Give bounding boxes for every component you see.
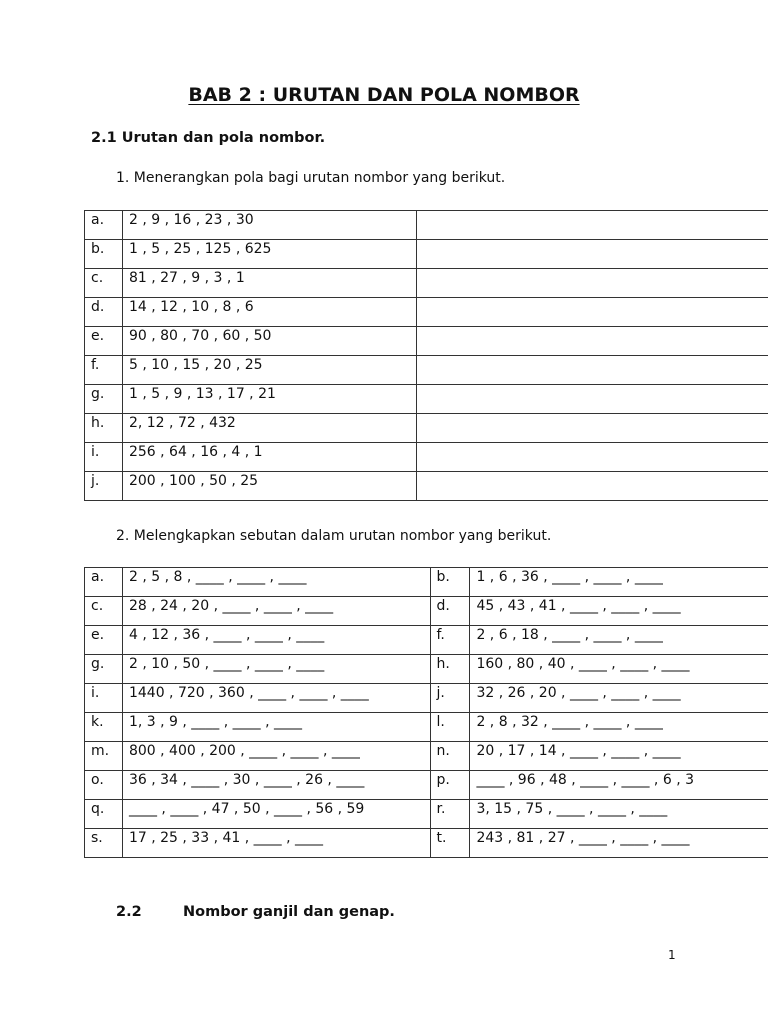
sequence-cell: 20 , 17 , 14 , ____ , ____ , ____ [470, 742, 768, 771]
sequence-cell: 256 , 64 , 16 , 4 , 1 [122, 443, 416, 472]
sequence-cell: ____ , ____ , 47 , 50 , ____ , 56 , 59 [122, 800, 430, 829]
sequence-cell: 1, 3 , 9 , ____ , ____ , ____ [122, 713, 430, 742]
row-label: r. [430, 800, 470, 829]
answer-cell[interactable] [416, 356, 768, 385]
sequence-cell: 5 , 10 , 15 , 20 , 25 [122, 356, 416, 385]
sequence-cell: 2, 12 , 72 , 432 [122, 414, 416, 443]
row-label: k. [85, 713, 123, 742]
question-1-instruction: 1. Menerangkan pola bagi urutan nombor yang berikut. [116, 170, 506, 186]
row-label: q. [85, 800, 123, 829]
answer-cell[interactable] [416, 211, 768, 240]
sequence-cell: 1440 , 720 , 360 , ____ , ____ , ____ [122, 684, 430, 713]
row-label: o. [85, 771, 123, 800]
answer-cell[interactable] [416, 414, 768, 443]
row-label: j. [430, 684, 470, 713]
table-row [85, 211, 768, 240]
page-number: 1 [668, 948, 676, 962]
row-label: a. [85, 568, 123, 597]
row-label: p. [430, 771, 470, 800]
table-row [85, 771, 768, 800]
row-label: d. [430, 597, 470, 626]
row-label: g. [85, 655, 123, 684]
row-label: s. [85, 829, 123, 858]
table-row [85, 327, 768, 356]
sequence-cell: 90 , 80 , 70 , 60 , 50 [122, 327, 416, 356]
sequence-cell: 45 , 43 , 41 , ____ , ____ , ____ [470, 597, 768, 626]
sequence-cell: 2 , 10 , 50 , ____ , ____ , ____ [122, 655, 430, 684]
table-row [85, 684, 768, 713]
row-label: l. [430, 713, 470, 742]
sequence-cell: 200 , 100 , 50 , 25 [122, 472, 416, 501]
sequence-cell: 36 , 34 , ____ , 30 , ____ , 26 , ____ [122, 771, 430, 800]
row-label: f. [85, 356, 123, 385]
row-label: h. [85, 414, 123, 443]
table-row [85, 800, 768, 829]
answer-cell[interactable] [416, 269, 768, 298]
table-row [85, 356, 768, 385]
answer-cell[interactable] [416, 443, 768, 472]
sequence-cell: 81 , 27 , 9 , 3 , 1 [122, 269, 416, 298]
page-title: BAB 2 : URUTAN DAN POLA NOMBOR [188, 84, 580, 106]
section-heading-2-1: 2.1 Urutan dan pola nombor. [91, 130, 326, 146]
answer-cell[interactable] [416, 240, 768, 269]
sequence-cell: 160 , 80 , 40 , ____ , ____ , ____ [470, 655, 768, 684]
sequence-cell: 2 , 5 , 8 , ____ , ____ , ____ [122, 568, 430, 597]
sequence-cell: ____ , 96 , 48 , ____ , ____ , 6 , 3 [470, 771, 768, 800]
row-label: e. [85, 327, 123, 356]
row-label: i. [85, 684, 123, 713]
table-row [85, 568, 768, 597]
table-row [85, 713, 768, 742]
sequence-cell: 1 , 6 , 36 , ____ , ____ , ____ [470, 568, 768, 597]
table-row [85, 655, 768, 684]
row-label: a. [85, 211, 123, 240]
answer-cell[interactable] [416, 472, 768, 501]
section-heading-2-2-number: 2.2 [116, 904, 142, 920]
sequence-cell: 28 , 24 , 20 , ____ , ____ , ____ [122, 597, 430, 626]
row-label: m. [85, 742, 123, 771]
row-label: c. [85, 269, 123, 298]
sequence-cell: 14 , 12 , 10 , 8 , 6 [122, 298, 416, 327]
table-row [85, 414, 768, 443]
table-row [85, 742, 768, 771]
sequence-pattern-table [84, 210, 768, 501]
table-row [85, 298, 768, 327]
sequence-cell: 800 , 400 , 200 , ____ , ____ , ____ [122, 742, 430, 771]
row-label: b. [85, 240, 123, 269]
sequence-cell: 243 , 81 , 27 , ____ , ____ , ____ [470, 829, 768, 858]
sequence-cell: 3, 15 , 75 , ____ , ____ , ____ [470, 800, 768, 829]
row-label: c. [85, 597, 123, 626]
row-label: e. [85, 626, 123, 655]
answer-cell[interactable] [416, 327, 768, 356]
row-label: g. [85, 385, 123, 414]
sequence-cell: 4 , 12 , 36 , ____ , ____ , ____ [122, 626, 430, 655]
row-label: j. [85, 472, 123, 501]
table-row [85, 240, 768, 269]
row-label: i. [85, 443, 123, 472]
row-label: n. [430, 742, 470, 771]
table-row [85, 443, 768, 472]
question-2-instruction: 2. Melengkapkan sebutan dalam urutan nombor yang berikut. [116, 528, 552, 544]
sequence-cell: 1 , 5 , 25 , 125 , 625 [122, 240, 416, 269]
table-row [85, 385, 768, 414]
complete-sequence-table [84, 567, 768, 858]
table-row [85, 626, 768, 655]
sequence-cell: 1 , 5 , 9 , 13 , 17 , 21 [122, 385, 416, 414]
table-row [85, 472, 768, 501]
answer-cell[interactable] [416, 298, 768, 327]
row-label: h. [430, 655, 470, 684]
answer-cell[interactable] [416, 385, 768, 414]
row-label: t. [430, 829, 470, 858]
row-label: b. [430, 568, 470, 597]
sequence-cell: 17 , 25 , 33 , 41 , ____ , ____ [122, 829, 430, 858]
table-row [85, 269, 768, 298]
sequence-cell: 2 , 9 , 16 , 23 , 30 [122, 211, 416, 240]
row-label: f. [430, 626, 470, 655]
sequence-cell: 2 , 8 , 32 , ____ , ____ , ____ [470, 713, 768, 742]
sequence-cell: 32 , 26 , 20 , ____ , ____ , ____ [470, 684, 768, 713]
table-row [85, 829, 768, 858]
section-heading-2-2-title: Nombor ganjil dan genap. [183, 904, 395, 920]
sequence-cell: 2 , 6 , 18 , ____ , ____ , ____ [470, 626, 768, 655]
row-label: d. [85, 298, 123, 327]
table-row [85, 597, 768, 626]
